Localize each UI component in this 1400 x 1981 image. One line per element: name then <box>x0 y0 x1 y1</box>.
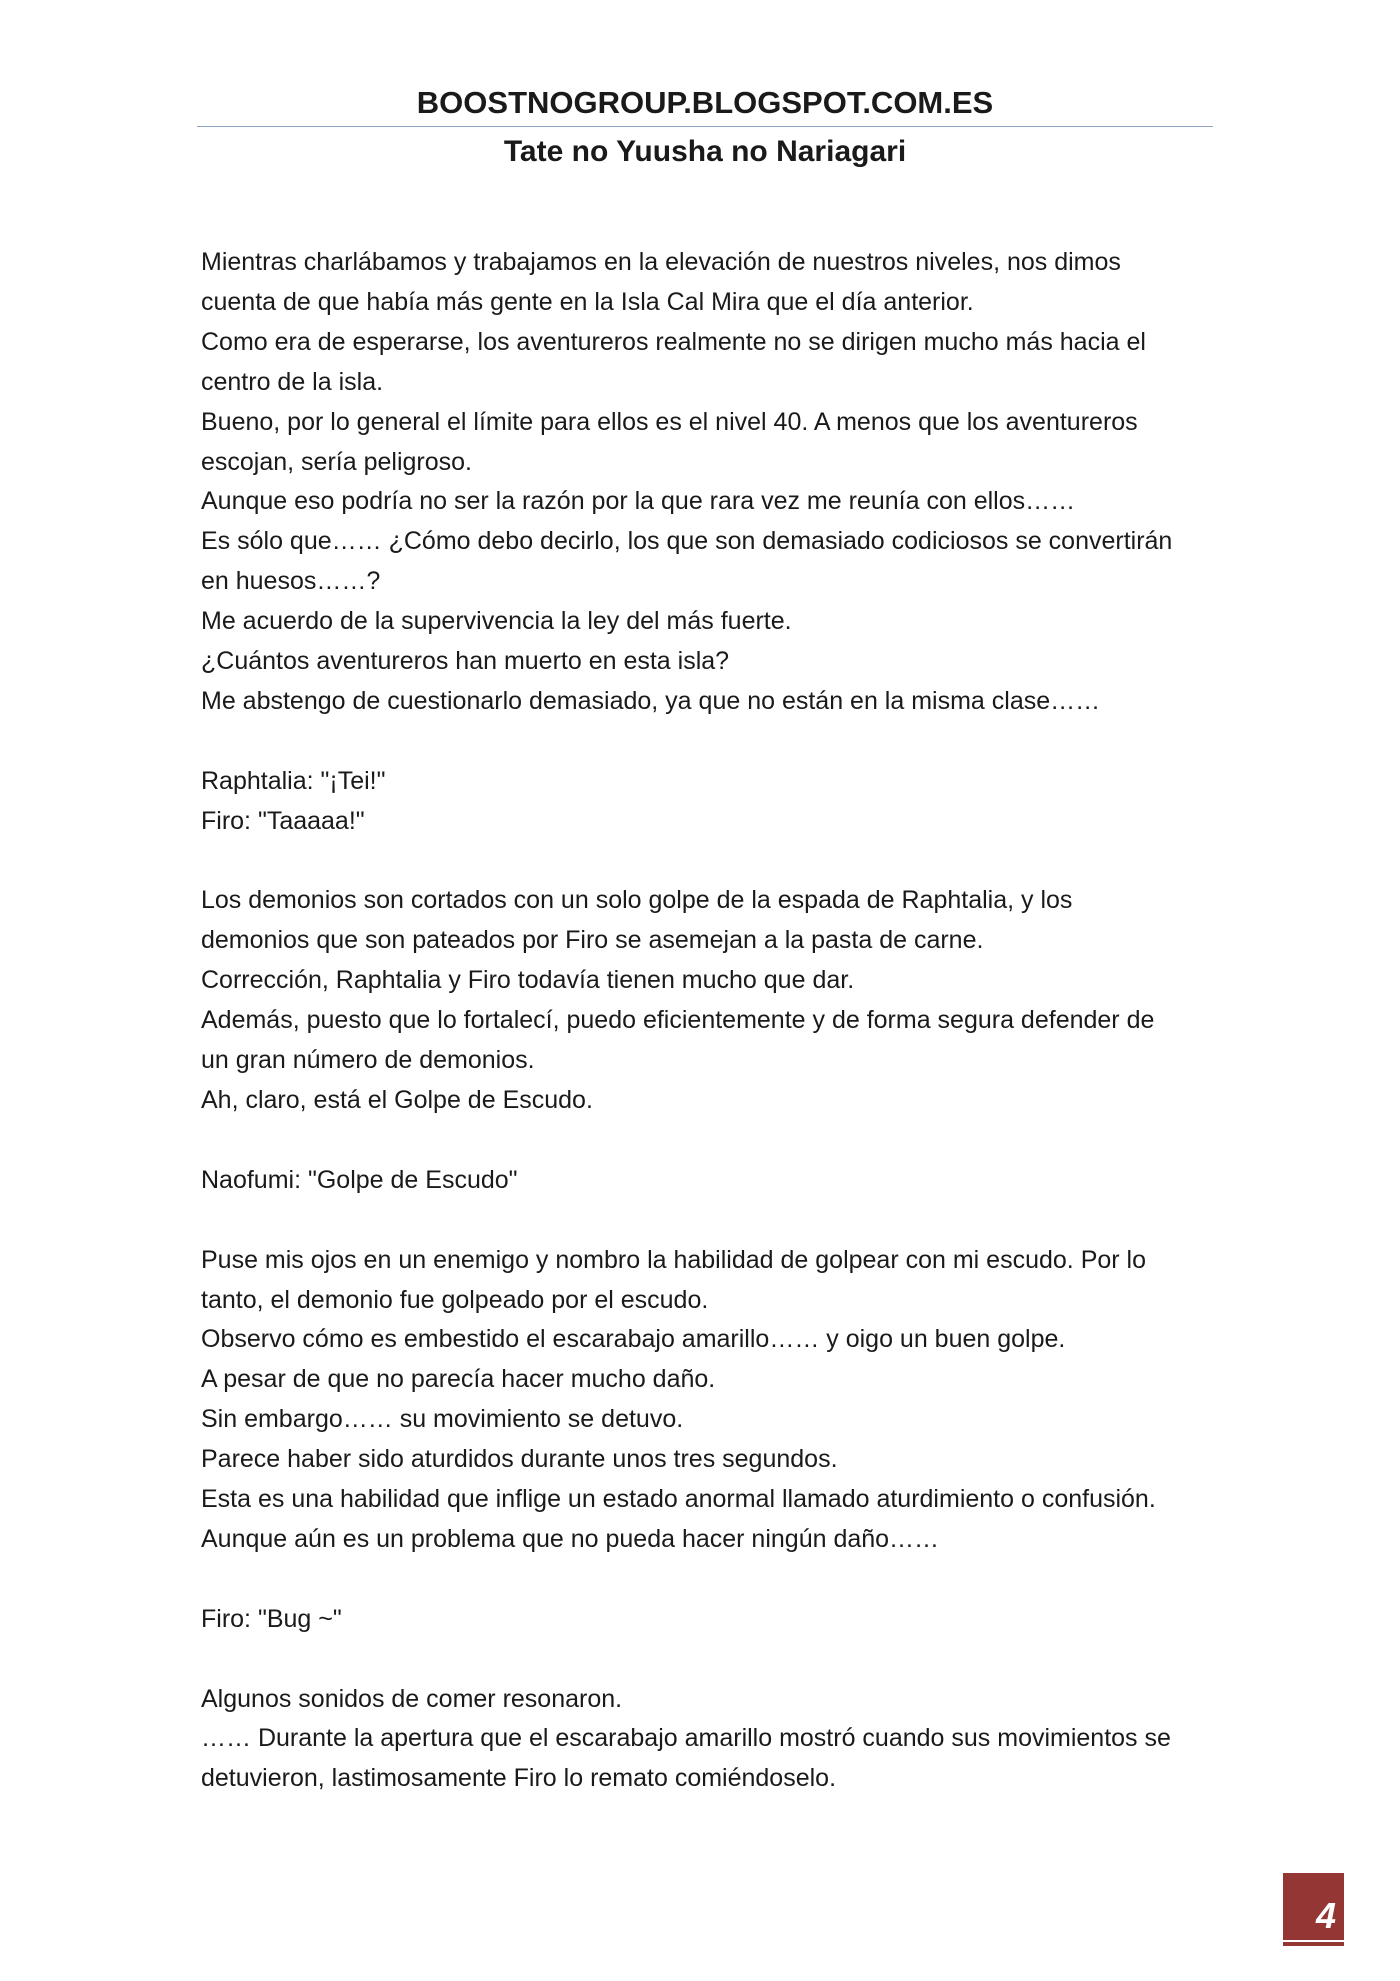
text-line: Mientras charlábamos y trabajamos en la elevación de nuestros niveles, nos dimos <box>201 248 1121 276</box>
text-line: Me abstengo de cuestionarlo demasiado, ya que no están en la misma clase…… <box>201 686 1101 715</box>
text-line: …… Durante la apertura que el escarabajo amarillo mostró cuando sus movimientos se <box>201 1724 1171 1753</box>
blank-line <box>201 1201 1211 1241</box>
body-text <box>201 243 1211 1799</box>
blank-line <box>201 1560 1211 1600</box>
text-line: Puse mis ojos en un enemigo y nombro la habilidad de golpear con mi escudo. Por lo <box>201 1245 1146 1274</box>
text-line: Firo: "Taaaaa!" <box>201 806 365 835</box>
text-line: cuenta de que había más gente en la Isla Cal Mira que el día anterior. <box>201 287 974 316</box>
text-line: Aunque aún es un problema que no pueda hacer ningún daño…… <box>201 1524 940 1553</box>
text-line: Raphtalia: "¡Tei!" <box>201 766 386 795</box>
blank-line <box>201 1121 1211 1161</box>
text-line: Sin embargo…… su movimiento se detuvo. <box>201 1405 684 1434</box>
text-line: ¿Cuántos aventureros han muerto en esta isla? <box>201 647 730 676</box>
text-line: Firo: "Bug ~" <box>201 1604 342 1633</box>
blank-line <box>201 722 1211 762</box>
text-line: detuvieron, lastimosamente Firo lo remato comiéndoselo. <box>201 1764 837 1793</box>
text-line: Bueno, por lo general el límite para ellos es el nivel 40. A menos que los aventureros <box>201 407 1138 436</box>
text-line: A pesar de que no parecía hacer mucho daño. <box>201 1365 716 1394</box>
text-line: Me acuerdo de la supervivencia la ley del más fuerte. <box>201 607 792 636</box>
text-line: centro de la isla. <box>201 367 384 396</box>
text-line: Como era de esperarse, los aventureros realmente no se dirigen mucho más hacia el <box>201 327 1146 356</box>
page-header <box>197 80 1213 173</box>
text-line: Esta es una habilidad que inflige un estado anormal llamado aturdimiento o confusión. <box>201 1485 1156 1514</box>
blank-line <box>201 842 1211 882</box>
text-line: escojan, sería peligroso. <box>201 447 472 476</box>
text-line: Parece haber sido aturdidos durante unos tres segundos. <box>201 1445 838 1474</box>
page-number-underline <box>1283 1940 1344 1942</box>
text-line: Algunos sonidos de comer resonaron. <box>201 1684 623 1713</box>
text-line: Naofumi: "Golpe de Escudo" <box>201 1165 518 1194</box>
text-line: demonios que son pateados por Firo se asemejan a la pasta de carne. <box>201 926 984 955</box>
document-title: Tate no Yuusha no Nariagari <box>503 135 907 168</box>
site-url: BOOSTNOGROUP.BLOGSPOT.COM.ES <box>416 85 994 120</box>
text-line: Además, puesto que lo fortalecí, puedo eficientemente y de forma segura defender de <box>201 1006 1155 1035</box>
text-line: Los demonios son cortados con un solo golpe de la espada de Raphtalia, y los <box>201 886 1073 915</box>
page-number-box <box>1283 1873 1344 1946</box>
text-line: Observo cómo es embestido el escarabajo amarillo…… y oigo un buen golpe. <box>201 1325 1066 1354</box>
header-rule <box>197 126 1213 127</box>
text-line: Corrección, Raphtalia y Firo todavía tienen mucho que dar. <box>201 966 855 995</box>
text-line: Ah, claro, está el Golpe de Escudo. <box>201 1086 593 1114</box>
blank-line <box>201 1640 1211 1680</box>
text-line: Aunque eso podría no ser la razón por la que rara vez me reunía con ellos…… <box>201 487 1076 516</box>
text-line: en huesos……? <box>201 567 381 596</box>
text-line: tanto, el demonio fue golpeado por el escudo. <box>201 1285 709 1314</box>
page-number: 4 <box>1315 1895 1336 1936</box>
text-line: Es sólo que…… ¿Cómo debo decirlo, los que son demasiado codiciosos se convertirán <box>201 527 1173 556</box>
text-line: un gran número de demonios. <box>201 1046 535 1075</box>
